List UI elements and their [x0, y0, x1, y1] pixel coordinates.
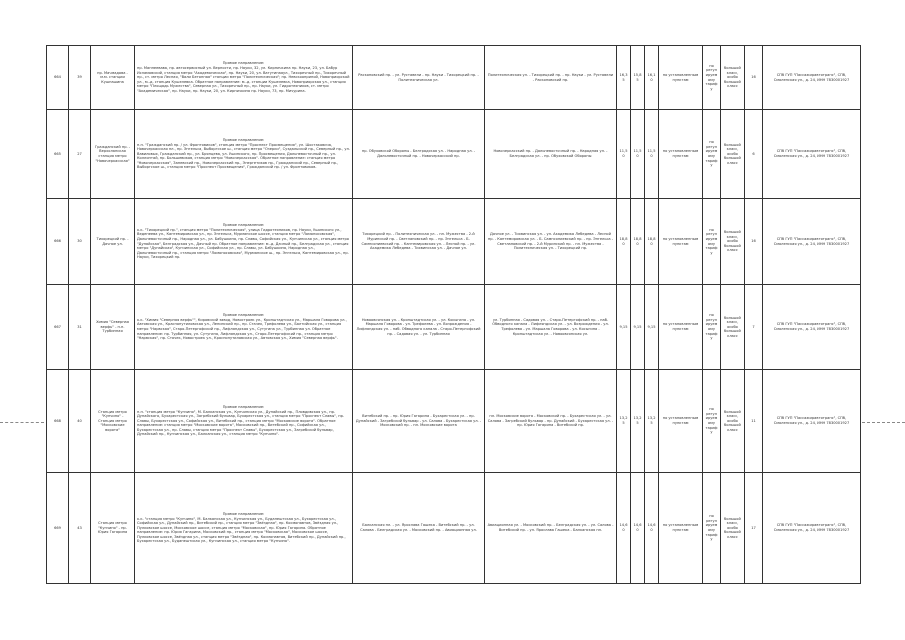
length-forward: 16,35	[617, 46, 631, 110]
boarding-order: по установленным пунктам	[659, 199, 703, 285]
length-total: 9,15	[645, 285, 659, 370]
route-number: 30	[69, 199, 91, 285]
fare-type: по регулируемому тарифу	[703, 285, 721, 370]
length-reverse: 18,80	[631, 199, 645, 285]
route-number: 40	[69, 370, 91, 473]
boarding-order: по установленным пунктам	[659, 285, 703, 370]
vehicle-count: 17	[745, 473, 763, 584]
length-forward: 14,60	[617, 473, 631, 584]
length-reverse: 11,50	[631, 110, 645, 199]
vehicle-count: 7	[745, 285, 763, 370]
vehicle-class: большой класс, особо большой класс	[721, 110, 745, 199]
reg-number: 665	[47, 110, 69, 199]
length-total: 16,10	[645, 46, 659, 110]
stops-forward: пр. Обуховской Обороны - Белградская ул. - Народная ул. - Дальневосточный пр. - Новочеркасский пр.	[353, 110, 485, 199]
table-row	[47, 46, 861, 110]
stops-reverse: Политехническая ул. - Тихорецкий пр. - пр. Науки - ул. Руставели - Раскоповский пр.	[485, 46, 617, 110]
route-name: пр. Мачмадова - м.м. станции Кушнашина	[91, 46, 135, 110]
length-total: 18,80	[645, 199, 659, 285]
route-path-heading: Прямое направление:	[222, 313, 265, 318]
route-path-text: п.п. "Гражданский пр. / ул. Фронтовиков", станция метро "Проспект Просвещения", ул. Шостаковича, Новочеркасская пл., пр. Энгельса, Выборгское ш., станция метро "Озерки", Суздальский пр., Северный пр., ул. Вавиловых, Гражданский пр., ул. Брянцева, ул. Ушинского, пр. Просвещения, Дальневосточный пр., ул. Коллонтай, пр. Большевиков, станция метро "Новочеркасская". Обратное направление: станция метро "Новочеркасская", Заневский пр., Новочеркасский пр., Энергетиков пр., Гражданский пр., Северный пр., Выборгское ш., станция метро "Проспект Просвещения", Гражданский пр. / ул. Фронтовиков.	[137, 142, 350, 170]
reg-number: 668	[47, 370, 69, 473]
fare-type: по регулируемому тарифу	[703, 46, 721, 110]
table-row	[47, 370, 861, 473]
table-row	[47, 199, 861, 285]
route-number: 27	[69, 110, 91, 199]
route-path-heading: Прямое направление:	[222, 223, 265, 228]
stops-reverse: пл. Московские ворота - Московский пр. - Бухарестская ул. - ул. Салова - Загребский бульвар - пр. Дунайский - Бухарестская ул. - пр. Юрия Гагарина - Витебский пр.	[485, 370, 617, 473]
route-path-text: к.к. "Химия "Северная верфь"", Кировский завод, Новостроек ул., Кронштадтская ул., Маршала Говорова ул., Автовская ул., Краснопутиловская ул., Ленинский пр., пр. Стачек, Трефолева ул., Балтийская ул., станция метро "Нарвская", Старо-Петергофский пр., Лифляндская ул., Сутугина ул., Турбинная ул. Обратное направление: пр. Турбинная, ул. Сутугина, Лифляндская ул., Старо-Петергофский пр., станция метро "Нарвская", пр. Стачек, Новостроек ул., Краснопутиловская ул., Автовская ул., Химия "Северная верфь".	[137, 317, 347, 341]
carrier-info: СПб ГУП "Пассажиравтотранс", СПб, Смоленская ул., д. 24, ИНН 7830001927	[763, 199, 861, 285]
length-forward: 9,15	[617, 285, 631, 370]
route-path-heading: Прямое направление:	[222, 137, 265, 142]
route-number: 43	[69, 473, 91, 584]
margin-dash-right	[862, 422, 905, 423]
route-path-heading: Прямое направление:	[222, 511, 265, 516]
vehicle-class: большой класс, особо большой класс	[721, 46, 745, 110]
table-row	[47, 285, 861, 370]
route-number: 39	[69, 46, 91, 110]
route-path-heading: Прямое направление:	[222, 61, 265, 66]
stops-reverse: Новочеркасский пр. - Дальневосточный пр. - Народная ул. - Белградская ул. - пр. Обуховской Обороны	[485, 110, 617, 199]
table-row	[47, 110, 861, 199]
vehicle-count: 16	[745, 46, 763, 110]
vehicle-class: большой класс, особо большой класс	[721, 473, 745, 584]
route-path	[135, 199, 353, 285]
stops-forward: Витебский пр. - пр. Юрия Гагарина - Бухарестская ул. - пр. Дунайский - Загребский бульвар - ул. Салова - Бухарестская ул. - Московский пр. - пл. Московские ворота	[353, 370, 485, 473]
carrier-info: СПб ГУП "Пассажиравтотранс", СПб, Смоленская ул., д. 24, ИНН 7830001927	[763, 46, 861, 110]
carrier-info: СПб ГУП "Пассажиравтотранс", СПб, Смоленская ул., д. 24, ИНН 7830001927	[763, 473, 861, 584]
fare-type: по регулируемому тарифу	[703, 473, 721, 584]
vehicle-class: большой класс, особо большой класс	[721, 370, 745, 473]
route-path	[135, 285, 353, 370]
carrier-info: СПб ГУП "Пассажиравтотранс", СПб, Смоленская ул., д. 24, ИНН 7830001927	[763, 285, 861, 370]
vehicle-class: большой класс, особо большой класс	[721, 199, 745, 285]
fare-type: по регулируемому тарифу	[703, 370, 721, 473]
route-name: Станция метро "Купчино" - пр. Юрия Гагарина	[91, 473, 135, 584]
boarding-order: по установленным пунктам	[659, 110, 703, 199]
stops-forward: Тихорецкий пр. - Политехническая ул. - пл. Мужества - 2-й Муринский пр. - Светлановский пр. - пр. Энгельса - Б. Сампсониевский пр. - Кантемировская ул. - Лесной пр. - ул. Академика Лебедева - Тихвинская ул. - Дачное ул.	[353, 199, 485, 285]
route-name: Химия "Северная верфь" - п.п. Турбинная	[91, 285, 135, 370]
length-reverse: 13,25	[631, 370, 645, 473]
vehicle-count: 16	[745, 199, 763, 285]
boarding-order: по установленным пунктам	[659, 46, 703, 110]
route-name: Тихорецкий пр. - Дачное ул.	[91, 199, 135, 285]
reg-number: 667	[47, 285, 69, 370]
vehicle-count: 11	[745, 370, 763, 473]
route-number: 31	[69, 285, 91, 370]
route-path	[135, 370, 353, 473]
boarding-order: по установленным пунктам	[659, 370, 703, 473]
reg-number: 669	[47, 473, 69, 584]
stops-reverse: Дачное ул. - Тихвинская ул. - ул. Академика Лебедева - Лесной пр. - Кантемировская ул. - Б. Сампсониевский пр. - пр. Энгельса - Светлановский пр. - 2-й Муринский пр. - пл. Мужества - Политехническая ул. - Тихорецкий пр.	[485, 199, 617, 285]
reg-number: 666	[47, 199, 69, 285]
fare-type: по регулируемому тарифу	[703, 110, 721, 199]
stops-reverse: Авиационная ул. - Московский пр. - Белградская ул. - ул. Салова - Витебский пр. - ул. Ярослава Гашека - Балканская пл.	[485, 473, 617, 584]
vehicle-count: 6	[745, 110, 763, 199]
route-path-text: п.п. "станция метро "Купчино", М. Балканская ул., Купчинская ул., Дунайский пр., Пловдивская ул., пр. Дунайского, Бухарестская ул., Загребский бульвар, Бухарестская ул., станция метро "Проспект Славы", пр. Славы, Бухарестская ул., Софийская ул., Витебский пр., станция метро "Московские ворота". Обратное направление: станция метро "Московские ворота", Московский пр., Витебский пр., Софийская ул., Бухарестская ул., пр. Славы, станция метро "Проспект Славы", Бухарестская ул., Загребский бульвар, Дунайский пр., Купчинская ул., Балканская ул., станция метро "Купчино".	[137, 409, 345, 437]
length-forward: 18,80	[617, 199, 631, 285]
route-path-heading: Прямое направление:	[222, 404, 265, 409]
reg-number: 664	[47, 46, 69, 110]
length-reverse: 15,85	[631, 46, 645, 110]
route-name: Станция метро "Купчино" - Станция метро "Московские ворота"	[91, 370, 135, 473]
stops-forward: Балканская пл. - ул. Ярослава Гашека - Витебский пр. - ул. Салова - Белградская ул. - Московский пр. - Авиационная ул.	[353, 473, 485, 584]
vehicle-class: большой класс, особо большой класс	[721, 285, 745, 370]
length-reverse: 14,60	[631, 473, 645, 584]
route-register-table	[46, 45, 861, 584]
carrier-info: СПб ГУП "Пассажиравтотранс", СПб, Смоленская ул., д. 24, ИНН 7830001927	[763, 110, 861, 199]
length-total: 14,60	[645, 473, 659, 584]
stops-reverse: ул. Турбинная - Садовая ул. - Старо-Петергофский пр. - наб. Обводного канала - Лифляндская ул. - ул. Возрождения - ул. Трефолева - ул. Маршала Говорова - ул. Косыгина - Кронштадтская ул. - Новоовсянская ул.	[485, 285, 617, 370]
length-forward: 13,25	[617, 370, 631, 473]
fare-type: по регулируемому тарифу	[703, 199, 721, 285]
route-path-text: пр. Маннеевава, пр. автосервисный ул. Верности, пр. Науки, 32, ул. Кирпичкина пр. Науки, 23, ул. Бабур Исламовский, станция метро "Академическая", пр. Науки, 20, ул. Ватутинаяул., Тихоречный пр., Тихоречный пр., ст. метро Лесная, "Вали Бетонная" станции метро "Политехническая"; пр. Невскооприной, Новоприорской ул., м.-д. станция Кушелевка. Обратное направление: м.-д. станции Кушелевка, Новоприорская ул., станция метро "Площадь Мужества", Северная ул., Тихоречный пр., пр. Науки, ул. Гидротехников, ст. метро "Академическая", пр. Науки, пр. Науки, 20, ул. Кирпичкина пр. Науки, 73, пр. Мичурина.	[137, 66, 350, 93]
stops-forward: Раскоповский пр. - ул. Руставели - пр. Науки - Тихорецкий пр. - Политехническая ул.	[353, 46, 485, 110]
boarding-order: по установленным пунктам	[659, 473, 703, 584]
length-total: 11,50	[645, 110, 659, 199]
route-path	[135, 473, 353, 584]
carrier-info: СПб ГУП "Пассажиравтотранс", СПб, Смоленская ул., д. 24, ИНН 7830001927	[763, 370, 861, 473]
table-row	[47, 473, 861, 584]
stops-forward: Новоовсянская ул. - Кронштадтская ул. - ул. Косыгина - ул. Маршала Говорова - ул. Трефолева - ул. Возрождения - Лифляндская ул. - наб. Обводного канала - Старо-Петергофский пр. - Садовая ул. - ул. Турбинная	[353, 285, 485, 370]
route-path	[135, 110, 353, 199]
route-name: Гражданский пр. - Верхоланская станция метро "Новочеркасская"	[91, 110, 135, 199]
length-reverse: 9,15	[631, 285, 645, 370]
route-path	[135, 46, 353, 110]
route-path-text: к.к. "станция метро "Купчино", М. Балканская ул., Купчинская ул., Будапештская ул., Бухарестская ул., Софийская ул., Дунайский пр., Витебский пр., станция метро "Звёздная", пр. Космонавтов, Звёздная ул., Пулковское шоссе, Московское шоссе, станция метро "Московская", пр. Юрия Гагарина. Обратное направление: пр. Юрия Гагарина, Московский пр., станция метро "Московская", Московское шоссе, Пулковское шоссе, Звёздная ул., станция метро "Звёздная", пр. Космонавтов, Витебский пр., Дунайский пр., Бухарестская ул., Будапештская ул., Купчинская ул., станция метро "Купчино".	[137, 516, 346, 544]
length-forward: 11,50	[617, 110, 631, 199]
route-path-text: к.к. "Тихорецкий пр.", станция метро "Политехническая", улица Гидротехников, пр. Науки, Ушинского ул., Веденеева ул., Кантемировская ул., пр. Энгельса, Мурманское шоссе, станция метро "Ломоносовская", Дальневосточный пр., Народная ул., ул. Бабушкина, пр. Славы, Софийская ул., Купчинская ул., станция метро "Дунайская", Белградская ул., Дачный пр. Обратное направление: м.-д. Дачный пр., Белградская ул., станция метро "Дунайская", Купчинская ул., Софийская ул., пр. Славы, ул. Бабушкина, Народная ул., Дальневосточный пр., станция метро "Ломоносовская", Мурманское ш., пр. Энгельса, Кантемировская ул., пр. Науки, Тихорецкий пр.	[137, 227, 350, 260]
margin-dash-left	[0, 422, 44, 423]
length-total: 13,25	[645, 370, 659, 473]
